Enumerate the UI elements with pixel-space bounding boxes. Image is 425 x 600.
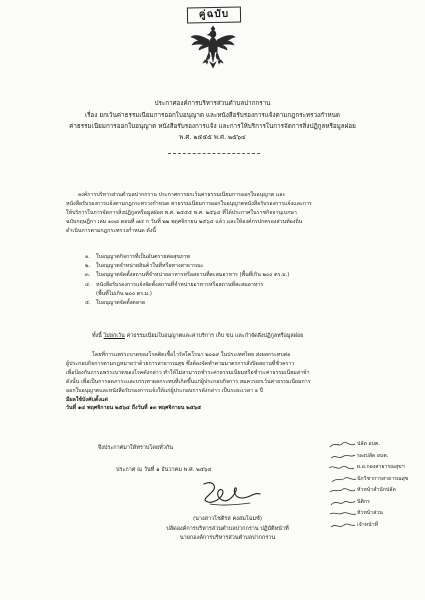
list-item: ๕. ใบอนุญาตจัดตั้งตลาด xyxy=(85,300,146,307)
list-item-continuation: (พื้นที่ไม่เกิน ๒๐๐ ตร.ม.) xyxy=(96,290,153,297)
list-item: ๔. หนังสือรับรองการแจ้งจัดตั้งสถานที่จำหน่ายอาหารหรือสถานที่สะสมอาหาร xyxy=(85,281,264,288)
paragraph-2-lead: ทั้งนี้ xyxy=(92,333,102,339)
initial-row: หัวหน้าส่วน xyxy=(327,508,399,520)
initial-row: ปลัด อบต. xyxy=(327,439,399,451)
announcement-closing: จึงประกาศมาให้ทราบโดยทั่วกัน xyxy=(98,445,173,451)
initial-mark xyxy=(327,520,359,531)
initial-row: นักวิชาการสาธารณสุข xyxy=(327,474,399,486)
initial-mark xyxy=(327,497,359,508)
subject-line-2: ค่าธรรมเนียมการออกใบอนุญาต หนังสือรับรองการแจ้ง และการให้บริการในการจัดการสิ่งปฏิกูลหรือมูลฝอย xyxy=(69,123,356,130)
issuer-line: ประกาศองค์การบริหารส่วนตำบลปากกราน xyxy=(154,100,271,107)
not-exempt-emphasis: ไม่ยกเว้น xyxy=(103,333,125,339)
initial-row: เจ้าหน้าที่ xyxy=(327,520,399,532)
initial-mark xyxy=(327,439,359,450)
list-item: ๑. ใบอนุญาตกิจการที่เป็นอันตรายต่อสุขภาพ xyxy=(85,254,190,260)
signer-title-acting: นายกองค์การบริหารส่วนตำบลปากกราน xyxy=(179,535,276,541)
paragraph-3 xyxy=(66,351,366,413)
list-item: ๒. ใบอนุญาตจำหน่ายสินค้าในที่หรือทางสาธารณะ xyxy=(85,263,204,270)
paragraph-3-line: ดังนั้น เพื่อเป็นการลดภาระและบรรเทาผลกระทบที่เกิดขึ้นแก่ผู้ประกอบกิจการ สมควรยกเว้นค่าธรรมเนียมการ xyxy=(66,378,311,385)
paragraph-2 xyxy=(92,332,303,341)
signer-name: (นางสาวโชติรส คงสมโฉมซ์) xyxy=(192,516,263,522)
initial-row: ผ.อ.กองสาธารณสุขฯ xyxy=(327,462,399,474)
effective-period: วันที่ ๑๔ พฤศจิกายน ๒๕๖๔ ถึงวันที่ ๑๓ พฤศจิกายน ๒๕๖๕ xyxy=(66,405,202,412)
initial-mark xyxy=(327,485,359,496)
heading-divider xyxy=(168,153,260,154)
copy-stamp: คู่ฉบับ xyxy=(187,7,241,24)
subject-line-1 xyxy=(40,111,385,120)
paragraph-1-line: ให้บริการในการจัดการสิ่งปฏิกูลหรือมูลฝอย พ.ศ. ๒๕๕๕ พ.ศ. ๒๕๖๔ ที่ได้ประกาศในราชกิจจานุเบกษา xyxy=(66,209,297,216)
initials-column xyxy=(327,439,409,531)
subject-line-3: พ.ศ. ๒๕๕๕ พ.ศ. ๒๕๖๔ xyxy=(179,134,246,141)
initial-mark xyxy=(327,451,359,462)
initial-row: หัวหน้าสำนักปลัด xyxy=(327,485,399,497)
subject-text: ยกเว้นค่าธรรมเนียมการออกใบอนุญาต และหนังสือรับรองการแจ้งตามกฎกระทรวงกำหนด xyxy=(99,112,341,119)
garuda-emblem-icon xyxy=(188,22,238,72)
paragraph-1-line: ดำเนินการตามกฎกระทรวงกำหนด ดังนี้ xyxy=(66,227,157,234)
signer-block xyxy=(150,515,305,544)
paragraph-1 xyxy=(66,191,366,236)
list-item: ๓. ใบอนุญาตจัดตั้งสถานที่จำหน่ายอาหารหรือสถานที่สะสมอาหาร (พื้นที่เกิน ๒๐๐ ตร.ม.) xyxy=(85,272,290,279)
given-date: ประกาศ ณ วันที่ ๑ ธันวาคม พ.ศ. ๒๕๖๔ xyxy=(116,467,212,473)
initial-row: นิติกร xyxy=(327,497,399,509)
paragraph-3-line: โดยที่การแพร่ระบาดของโรคติดเชื้อไวรัสโคโรนา ๒๐๑๙ ในประเทศไทย ส่งผลกระทบต่อ xyxy=(92,352,291,358)
initial-row: รองปลัด อบต. xyxy=(327,451,399,463)
paragraph-3-line-with-effective: ออกใบอนุญาตและหนังสือรับรองการแจ้งให้แก่ผู้ประกอบการดังกล่าว เป็นระยะเวลา ๑ ปี มีผลใช้บังคับตั้งแต่ xyxy=(66,387,264,403)
initial-mark xyxy=(327,462,359,473)
initial-mark xyxy=(327,508,359,519)
signer-title: ปลัดองค์การบริหารส่วนตำบลปากกราน ปฏิบัติหน้าที่ xyxy=(166,525,289,532)
paragraph-1-line: ฉบับกฤษฎีกา เล่ม ๑๓๘ ตอนที่ ๗๔ ก วันที่ ๒๒ พฤศจิกายน ๒๕๖๔ แล้ว และให้องค์กรปกครองส่วนท้องถิ่น xyxy=(66,218,303,225)
paragraph-3-line: เพื่อป้องกันการแพร่ระบาดของโรคดังกล่าว ทำให้ไม่สามารถชำระค่าธรรมเนียมหรือชำระค่าธรรมเนียมล่าช้า xyxy=(66,369,310,376)
paragraph-3-line: ผู้ประกอบกิจการตามกฎหมายว่าด้วยการสาธารณสุข ซึ่งต้องจัดทำตามมาตรการสั่งปิดสถานที่ชั่วคราว xyxy=(66,360,295,367)
paragraph-1-line: หนังสือรับรองการแจ้งตามกฎกระทรวงกำหนด ค่าธรรมเนียมการออกใบอนุญาตหนังสือรับรองการแจ้งและการ xyxy=(66,200,312,207)
subject-label: เรื่อง xyxy=(84,112,98,119)
initial-mark xyxy=(327,474,359,485)
signature-mark xyxy=(192,478,272,512)
paragraph-2-rest: ค่าธรรมเนียมใบอนุญาตและค่าบริการ เก็บ ขน และกำจัดสิ่งปฏิกูลหรือมูลฝอย xyxy=(126,333,304,339)
effective-date-lead: มีผลใช้บังคับตั้งแต่ xyxy=(66,396,108,403)
paragraph-1-line: องค์การบริหารส่วนตำบลปากกราน ประกาศการยกเว้นค่าธรรมเนียมการออกใบอนุญาต และ xyxy=(78,192,286,198)
license-list xyxy=(85,253,350,308)
